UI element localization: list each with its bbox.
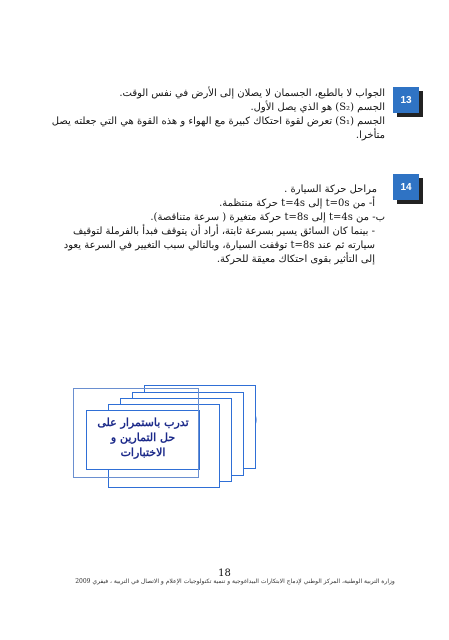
page-number: 18 — [218, 568, 231, 579]
answer-13-line: الجسم (S₁) تعرض لقوة احتكاك كبيرة مع الهواء و هذه القوة هي التي جعلته يصل — [51, 116, 385, 127]
answer-14-line: - بينما كان السائق يسير بسرعة ثابتة، أراد أن يتوقف فبدأ بالفرملة لتوقيف — [73, 226, 375, 237]
answer-14-line: مراحل حركة السيارة . — [284, 184, 377, 195]
question-14-number: 14 — [393, 174, 419, 200]
answer-14-line: إلى التأثير بقوى احتكاك معيقة للحركة. — [216, 254, 375, 265]
answer-14-line: ب- من t=4s إلى t=8s حركة متغيرة ( سرعة متناقصة). — [150, 212, 385, 223]
answer-13-line: الجواب لا بالطبع، الجسمان لا يصلان إلى الأرض في نفس الوقت. — [119, 88, 385, 99]
answer-13 — [33, 87, 385, 143]
answer-14-line: أ- من t=0s إلى t=4s حركة منتظمة. — [219, 198, 375, 209]
question-13-number: 13 — [393, 87, 419, 113]
advice-card-text — [94, 415, 192, 463]
answer-14 — [33, 183, 385, 267]
answer-14-line: سيارته ثم عند t=8s توقفت السيارة، وبالتالي سبب التغيير في السرعة يعود — [63, 240, 375, 251]
page-footer: وزارة التربية الوطنية، المركز الوطني لإدماج الابتكارات البيداغوجية و تنمية تكنولوجيات الإعلام و الاتصال في التربية ، فيفري 2009 — [75, 578, 395, 585]
advice-card-line: تدرب باستمرار على — [97, 416, 189, 429]
answer-13-line: متأخرا. — [355, 130, 385, 141]
advice-card-line: الاختبارات — [120, 446, 166, 459]
advice-card-line: حل التمارين و — [110, 431, 176, 444]
answer-13-line: الجسم (S₂) هو الذي يصل الأول. — [250, 102, 385, 113]
